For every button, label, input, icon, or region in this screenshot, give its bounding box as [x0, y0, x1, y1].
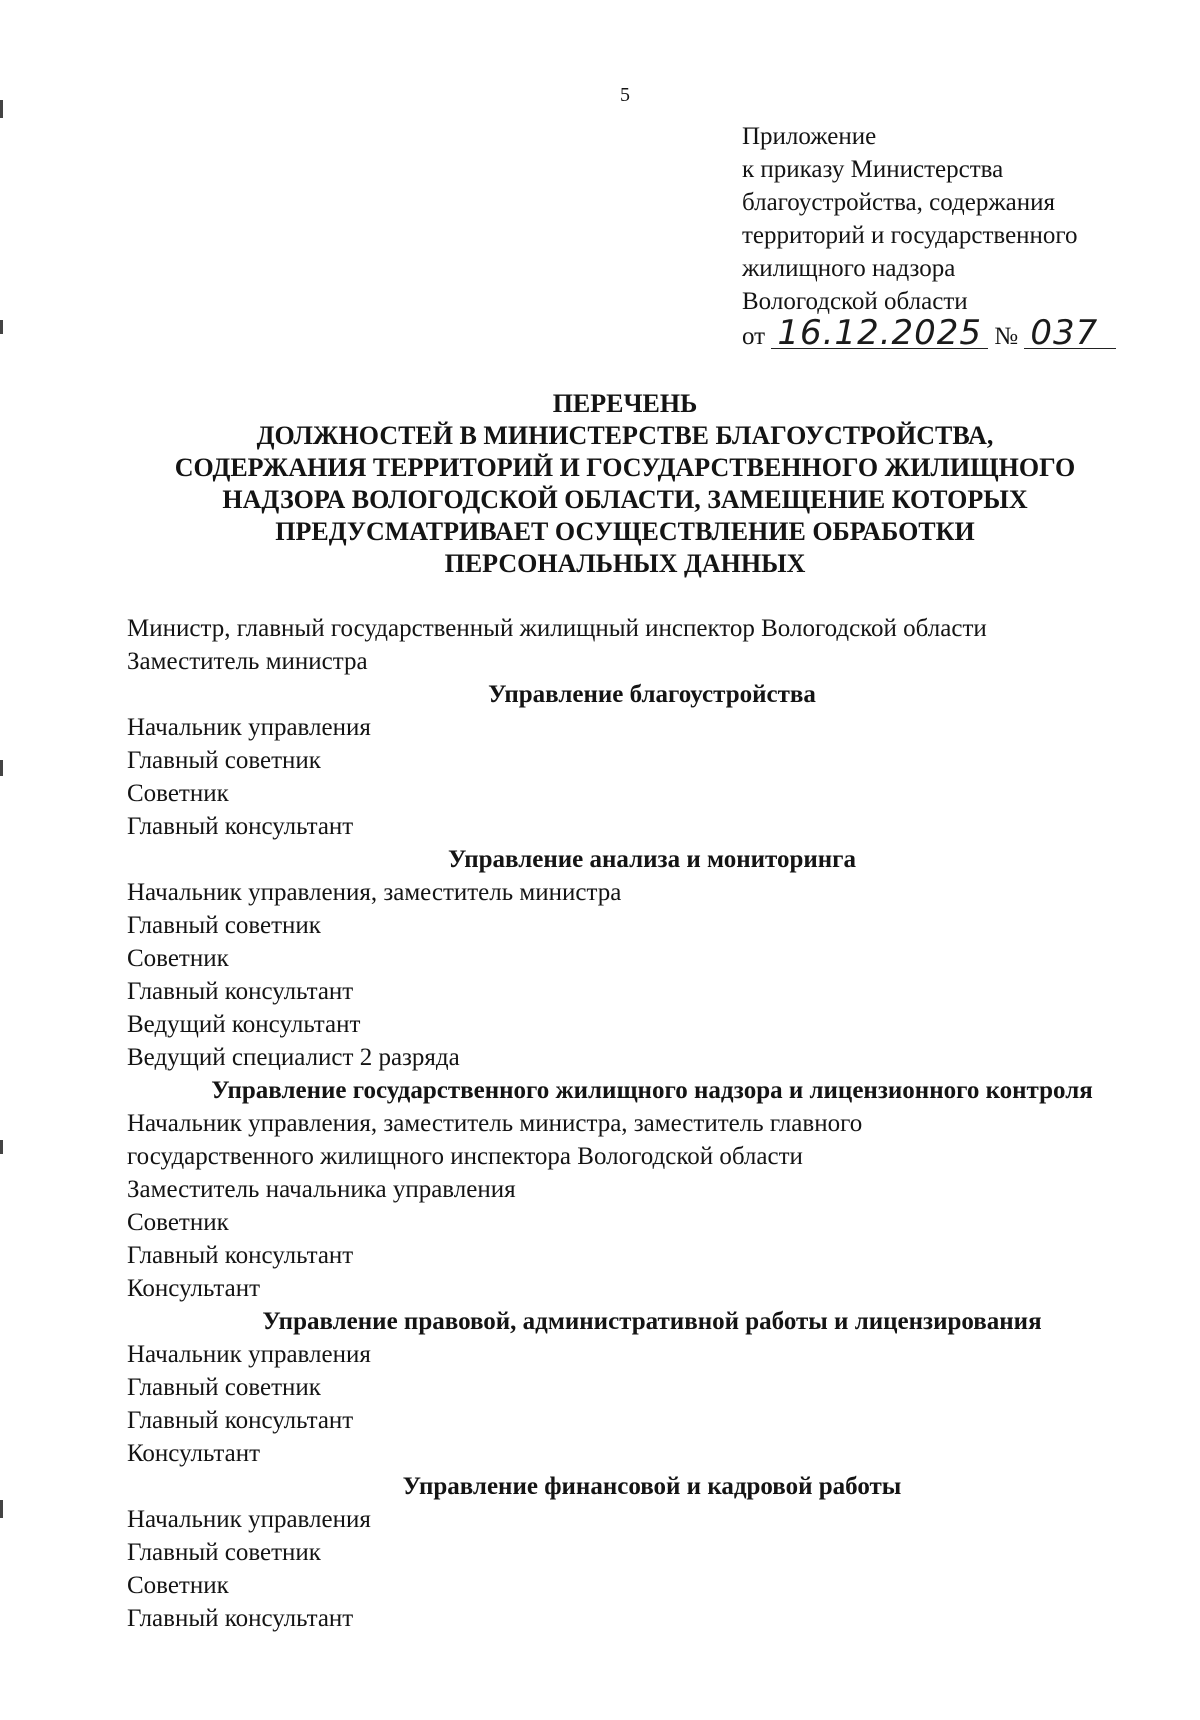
- title-line: СОДЕРЖАНИЯ ТЕРРИТОРИЙ И ГОСУДАРСТВЕННОГО ЖИЛИЩНОГО: [174, 453, 1076, 482]
- position-item: Главный консультант: [127, 1242, 354, 1269]
- department-heading: Управление правовой, административной работы и лицензирования: [262, 1308, 1042, 1335]
- appendix-line: к приказу Министерства: [742, 156, 1004, 183]
- position-item: Начальник управления: [127, 1341, 371, 1368]
- position-item: Ведущий консультант: [127, 1011, 361, 1038]
- position-item: Заместитель начальника управления: [127, 1176, 516, 1203]
- appendix-line: благоустройства, содержания: [742, 189, 1055, 216]
- position-item: государственного жилищного инспектора Вологодской области: [127, 1143, 803, 1170]
- position-item: Главный консультант: [127, 1407, 354, 1434]
- appendix-line: Приложение: [742, 123, 877, 150]
- position-item: Начальник управления: [127, 714, 371, 741]
- appendix-line: жилищного надзора: [742, 255, 956, 282]
- page-number: 5: [620, 84, 630, 106]
- position-item: Советник: [127, 945, 229, 972]
- department-heading: Управление государственного жилищного надзора и лицензионного контроля: [211, 1077, 1093, 1104]
- scan-edge-mark: [0, 100, 3, 118]
- appendix-line: Вологодской области: [742, 288, 968, 315]
- scan-edge-mark: [0, 320, 3, 334]
- position-item: Главный советник: [127, 747, 321, 774]
- order-date-number-line: [742, 313, 1162, 358]
- position-item: Главный советник: [127, 1374, 321, 1401]
- department-heading: Управление анализа и мониторинга: [447, 846, 857, 873]
- appendix-line: территорий и государственного: [742, 222, 1078, 249]
- number-sign: №: [994, 323, 1019, 350]
- position-item: Начальник управления, заместитель министра: [127, 879, 622, 906]
- position-item: Консультант: [127, 1440, 261, 1467]
- position-item: Заместитель министра: [127, 648, 368, 675]
- title-line: НАДЗОРА ВОЛОГОДСКОЙ ОБЛАСТИ, ЗАМЕЩЕНИЕ КОТОРЫХ: [222, 485, 1028, 514]
- position-item: Ведущий специалист 2 разряда: [127, 1044, 460, 1071]
- position-item: Главный советник: [127, 1539, 321, 1566]
- position-item: Главный консультант: [127, 978, 354, 1005]
- position-item: Начальник управления, заместитель министра, заместитель главного: [127, 1110, 863, 1137]
- document-title: [120, 388, 1130, 580]
- position-item: Главный консультант: [127, 1605, 354, 1632]
- date-prefix: от: [742, 323, 766, 350]
- position-item: Главный консультант: [127, 813, 354, 840]
- positions-list: [127, 612, 1177, 1635]
- position-item: Советник: [127, 1209, 229, 1236]
- position-item: Министр, главный государственный жилищный инспектор Вологодской области: [127, 615, 987, 642]
- handwritten-order-number: 037: [1024, 318, 1116, 349]
- title-line: ПРЕДУСМАТРИВАЕТ ОСУЩЕСТВЛЕНИЕ ОБРАБОТКИ: [275, 517, 975, 546]
- title-line: ПЕРЕЧЕНЬ: [552, 389, 698, 418]
- handwritten-date: 16.12.2025: [771, 318, 988, 349]
- scan-edge-mark: [0, 760, 3, 776]
- position-item: Консультант: [127, 1275, 261, 1302]
- scan-edge-mark: [0, 1140, 3, 1154]
- position-item: Советник: [127, 1572, 229, 1599]
- title-line: ПЕРСОНАЛЬНЫХ ДАННЫХ: [444, 549, 806, 578]
- department-heading: Управление финансовой и кадровой работы: [402, 1473, 902, 1500]
- position-item: Начальник управления: [127, 1506, 371, 1533]
- appendix-block: [742, 120, 1162, 358]
- scan-edge-mark: [0, 1500, 3, 1518]
- department-heading: Управление благоустройства: [488, 681, 816, 708]
- position-item: Советник: [127, 780, 229, 807]
- position-item: Главный советник: [127, 912, 321, 939]
- title-line: ДОЛЖНОСТЕЙ В МИНИСТЕРСТВЕ БЛАГОУСТРОЙСТВА,: [256, 421, 994, 450]
